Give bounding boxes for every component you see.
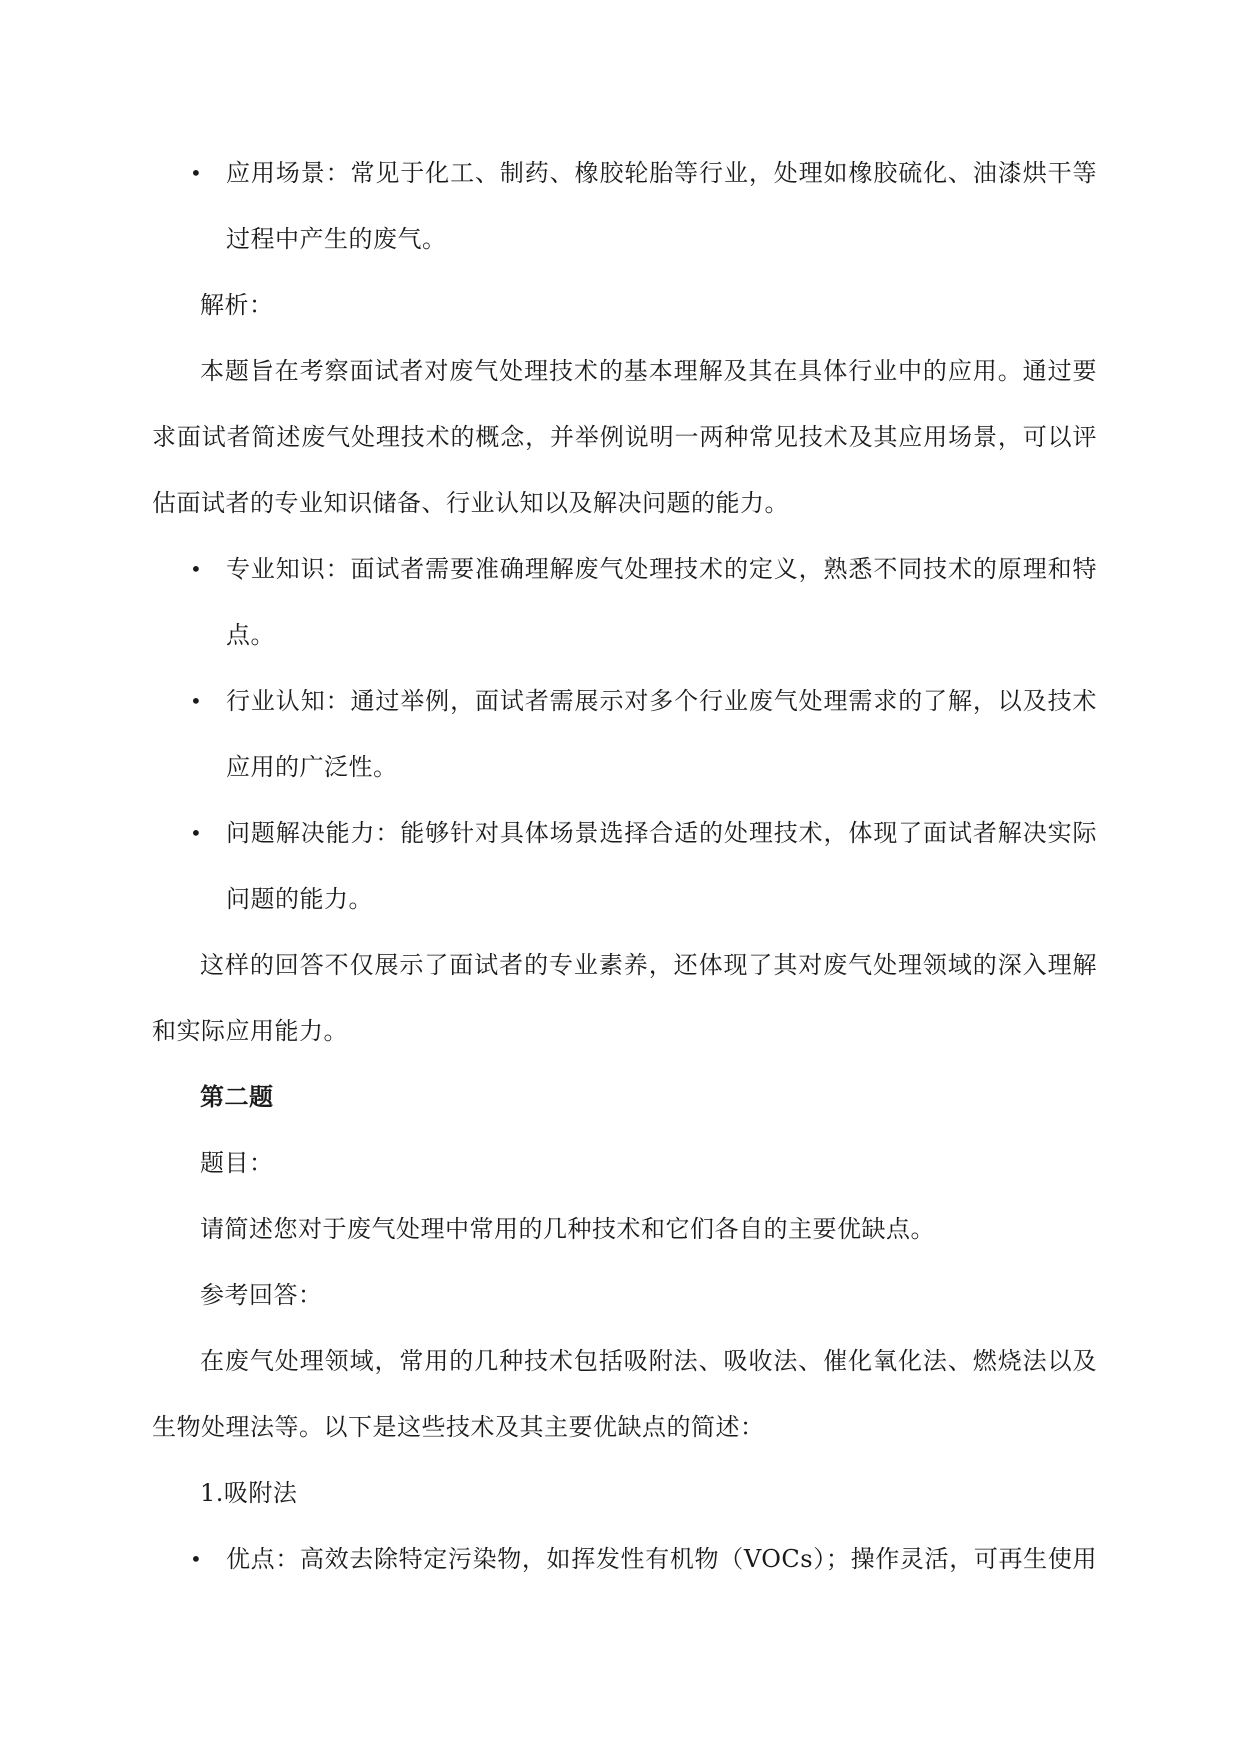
bullet-text: 专业知识：面试者需要准确理解废气处理技术的定义，熟悉不同技术的原理和特 — [226, 555, 1097, 583]
analysis-label: 解析： — [200, 291, 274, 319]
paragraph-line: 和实际应用能力。 — [152, 1017, 348, 1045]
subsection-heading: 1.吸附法 — [200, 1479, 298, 1507]
answer-label: 参考回答： — [200, 1281, 323, 1309]
bullet-dot: • — [190, 689, 203, 713]
paragraph-line: 生物处理法等。以下是这些技术及其主要优缺点的简述： — [152, 1413, 765, 1441]
bullet-dot: • — [190, 821, 203, 845]
bullet-text-continued: 点。 — [226, 621, 275, 649]
paragraph-line: 求面试者简述废气处理技术的概念，并举例说明一两种常见技术及其应用场景，可以评 — [152, 423, 1097, 451]
bullet-text: 行业认知：通过举例，面试者需展示对多个行业废气处理需求的了解，以及技术 — [226, 687, 1097, 715]
paragraph-line: 本题旨在考察面试者对废气处理技术的基本理解及其在具体行业中的应用。通过要 — [200, 357, 1097, 385]
paragraph-line: 这样的回答不仅展示了面试者的专业素养，还体现了其对废气处理领域的深入理解 — [200, 951, 1097, 979]
bullet-text-continued: 过程中产生的废气。 — [226, 225, 447, 253]
bullet-text: 应用场景：常见于化工、制药、橡胶轮胎等行业，处理如橡胶硫化、油漆烘干等 — [226, 159, 1097, 187]
bullet-dot: • — [190, 1547, 203, 1571]
paragraph-line: 在废气处理领域，常用的几种技术包括吸附法、吸收法、催化氧化法、燃烧法以及 — [200, 1347, 1097, 1375]
bullet-application-scenario — [152, 140, 1097, 206]
question-label: 题目： — [200, 1149, 274, 1177]
paragraph-line: 估面试者的专业知识储备、行业认知以及解决问题的能力。 — [152, 489, 789, 517]
bullet-professional-knowledge — [152, 536, 1097, 602]
document-page — [152, 140, 1097, 1592]
bullet-problem-solving — [152, 800, 1097, 866]
bullet-dot: • — [190, 557, 203, 581]
bullet-text-continued: 应用的广泛性。 — [226, 753, 398, 781]
bullet-advantages — [152, 1526, 1097, 1592]
bullet-industry-awareness — [152, 668, 1097, 734]
bullet-dot: • — [190, 161, 203, 185]
bullet-text-continued: 问题的能力。 — [226, 885, 373, 913]
question-text: 请简述您对于废气处理中常用的几种技术和它们各自的主要优缺点。 — [200, 1215, 935, 1243]
bullet-text: 问题解决能力：能够针对具体场景选择合适的处理技术，体现了面试者解决实际 — [226, 819, 1097, 847]
bullet-text: 优点：高效去除特定污染物，如挥发性有机物（VOCs）；操作灵活，可再生使用 — [226, 1545, 1097, 1573]
section-heading: 第二题 — [200, 1083, 274, 1111]
